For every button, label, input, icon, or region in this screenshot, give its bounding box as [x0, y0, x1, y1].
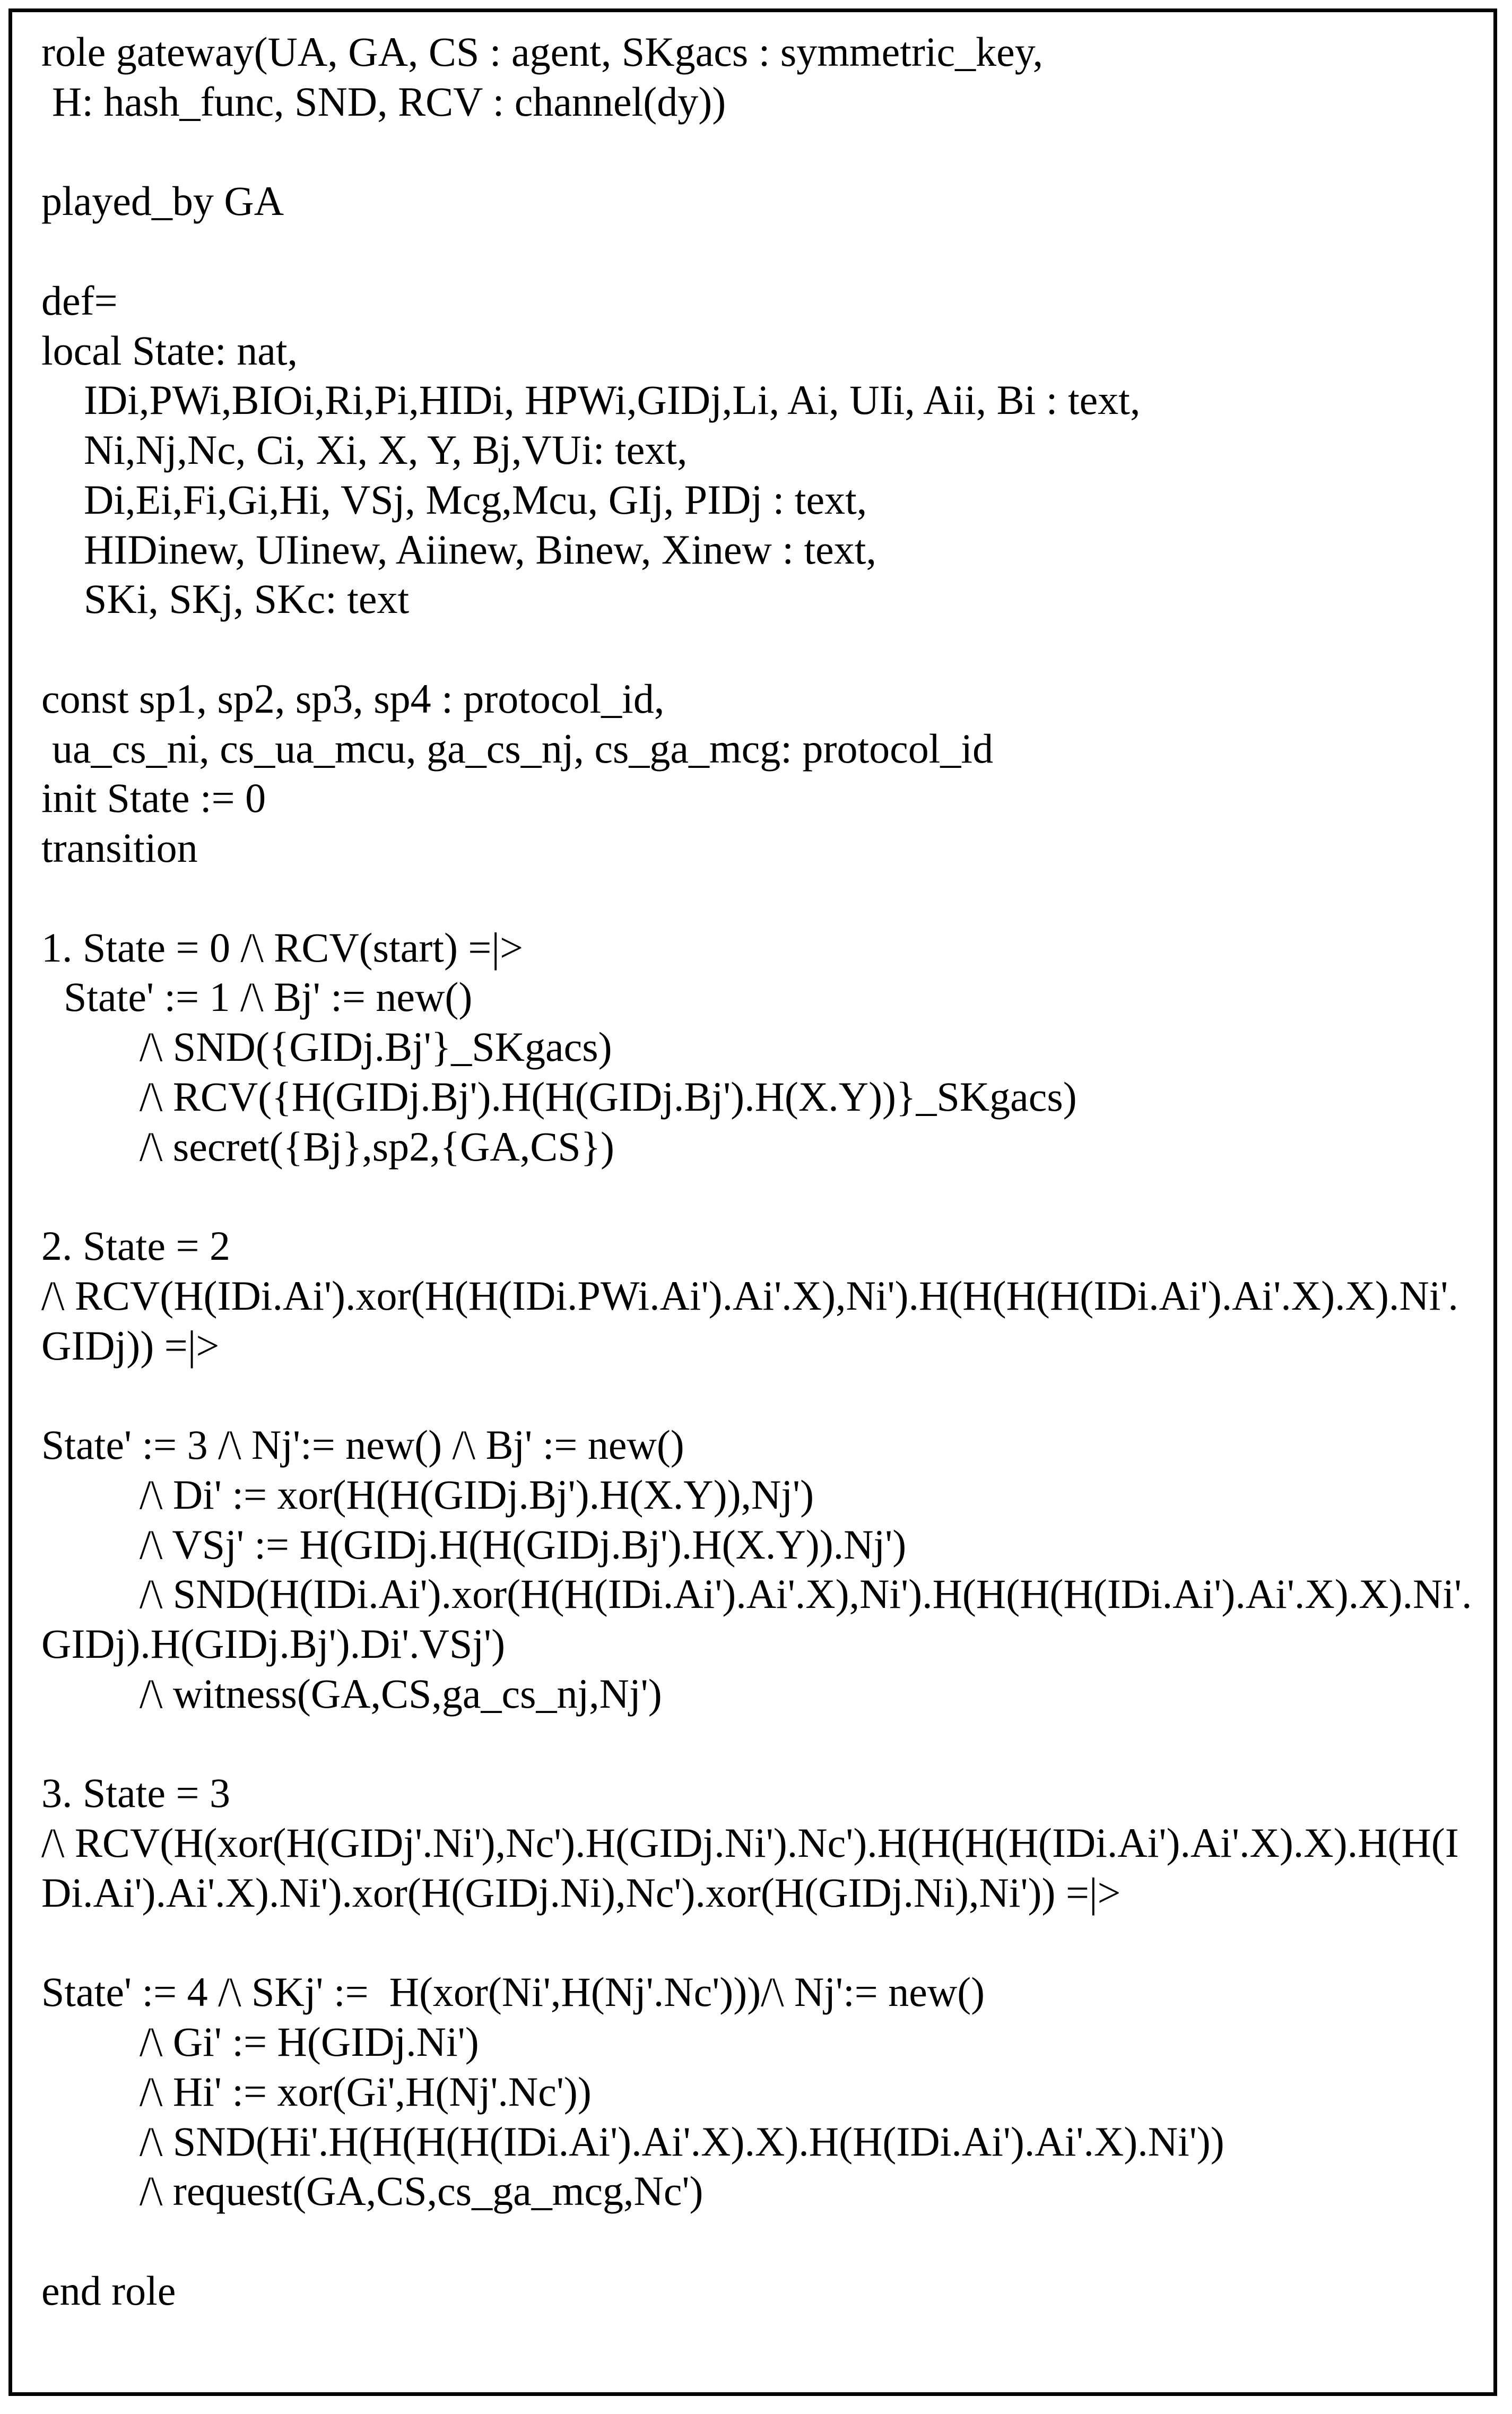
hlpsl-role-gateway-code	[0, 27, 1512, 2316]
def-line: def=	[41, 277, 118, 324]
blank-line	[0, 226, 1512, 276]
local-variables-line: HIDinew, UIinew, Aiinew, Binew, Xinew : text,	[84, 526, 876, 573]
blank-line	[0, 1171, 1512, 1221]
blank-line	[0, 2216, 1512, 2266]
blank-line	[0, 624, 1512, 674]
local-declaration-line: local State: nat,	[41, 327, 298, 374]
init-state-line: init State := 0	[41, 775, 266, 821]
transition-1-action-line: /\ secret({Bj},sp2,{GA,CS})	[140, 1123, 615, 1170]
transition-3-guard-line: /\ RCV(H(xor(H(GIDj'.Ni'),Nc').H(GIDj.Ni').Nc').H(H(H(H(IDi.Ai').Ai'.X).X).H(H(I	[41, 1820, 1459, 1866]
transition-2-action-line: /\ Di' := xor(H(H(GIDj.Bj').H(X.Y)),Nj')	[140, 1471, 814, 1518]
transition-2-guard-line: /\ RCV(H(IDi.Ai').xor(H(H(IDi.PWi.Ai').Ai'.X),Ni').H(H(H(H(IDi.Ai').Ai'.X).X).Ni'.	[41, 1272, 1458, 1319]
transition-3-action-line: /\ Gi' := H(GIDj.Ni')	[140, 2019, 479, 2065]
local-variables-line: Ni,Nj,Nc, Ci, Xi, X, Y, Bj,VUi: text,	[84, 427, 688, 473]
const-declaration-line: const sp1, sp2, sp3, sp4 : protocol_id,	[41, 675, 665, 722]
transition-3-action-line: State' := 4 /\ SKj' := H(xor(Ni',H(Nj'.Nc')))/\ Nj':= new()	[41, 1969, 985, 2015]
transition-keyword-line: transition	[41, 825, 198, 871]
transition-2-action-line: State' := 3 /\ Nj':= new() /\ Bj' := new()	[41, 1422, 684, 1468]
transition-3-guard-line: Di.Ai').Ai'.X).Ni').xor(H(GIDj.Ni),Nc').xor(H(GIDj.Ni),Ni')) =|>	[41, 1869, 1121, 1916]
transition-3-guard-line: 3. State = 3	[41, 1770, 230, 1816]
end-role-line: end role	[41, 2267, 176, 2314]
blank-line	[0, 1719, 1512, 1769]
const-declaration-continuation-line: ua_cs_ni, cs_ua_mcu, ga_cs_nj, cs_ga_mcg: protocol_id	[52, 725, 994, 772]
transition-2-action-line: GIDj).H(GIDj.Bj').Di'.VSj')	[41, 1621, 506, 1667]
transition-2-action-line: /\ SND(H(IDi.Ai').xor(H(H(IDi.Ai').Ai'.X),Ni').H(H(H(H(IDi.Ai').Ai'.X).X).Ni'.	[140, 1571, 1472, 1617]
transition-1-action-line: /\ RCV({H(GIDj.Bj').H(H(GIDj.Bj').H(X.Y))}_SKgacs)	[140, 1073, 1077, 1120]
local-variables-line: Di,Ei,Fi,Gi,Hi, VSj, Mcg,Mcu, GIj, PIDj : text,	[84, 476, 867, 523]
role-signature-line: role gateway(UA, GA, CS : agent, SKgacs : symmetric_key,	[41, 29, 1044, 75]
transition-2-guard-line: 2. State = 2	[41, 1223, 230, 1269]
blank-line	[0, 873, 1512, 923]
transition-3-action-line: /\ SND(Hi'.H(H(H(H(IDi.Ai').Ai'.X).X).H(H(IDi.Ai').Ai'.X).Ni'))	[140, 2118, 1224, 2165]
blank-line	[0, 127, 1512, 177]
played-by-line: played_by GA	[41, 178, 284, 224]
role-signature-continuation-line: H: hash_func, SND, RCV : channel(dy))	[52, 78, 726, 125]
transition-2-guard-line: GIDj)) =|>	[41, 1322, 220, 1369]
transition-2-action-line: /\ VSj' := H(GIDj.H(H(GIDj.Bj').H(X.Y)).Nj')	[140, 1521, 907, 1568]
local-variables-line: IDi,PWi,BIOi,Ri,Pi,HIDi, HPWi,GIDj,Li, Ai, UIi, Aii, Bi : text,	[84, 377, 1141, 423]
transition-1-guard-line: 1. State = 0 /\ RCV(start) =|>	[41, 924, 524, 971]
local-variables-line: SKi, SKj, SKc: text	[84, 576, 410, 622]
transition-3-action-line: /\ Hi' := xor(Gi',H(Nj'.Nc'))	[140, 2068, 592, 2115]
blank-line	[0, 1370, 1512, 1420]
transition-3-action-line: /\ request(GA,CS,cs_ga_mcg,Nc')	[140, 2168, 703, 2214]
transition-1-action-line: State' := 1 /\ Bj' := new()	[64, 974, 473, 1020]
transition-1-action-line: /\ SND({GIDj.Bj'}_SKgacs)	[140, 1024, 612, 1070]
transition-2-action-line: /\ witness(GA,CS,ga_cs_nj,Nj')	[140, 1670, 662, 1717]
blank-line	[0, 1918, 1512, 1968]
